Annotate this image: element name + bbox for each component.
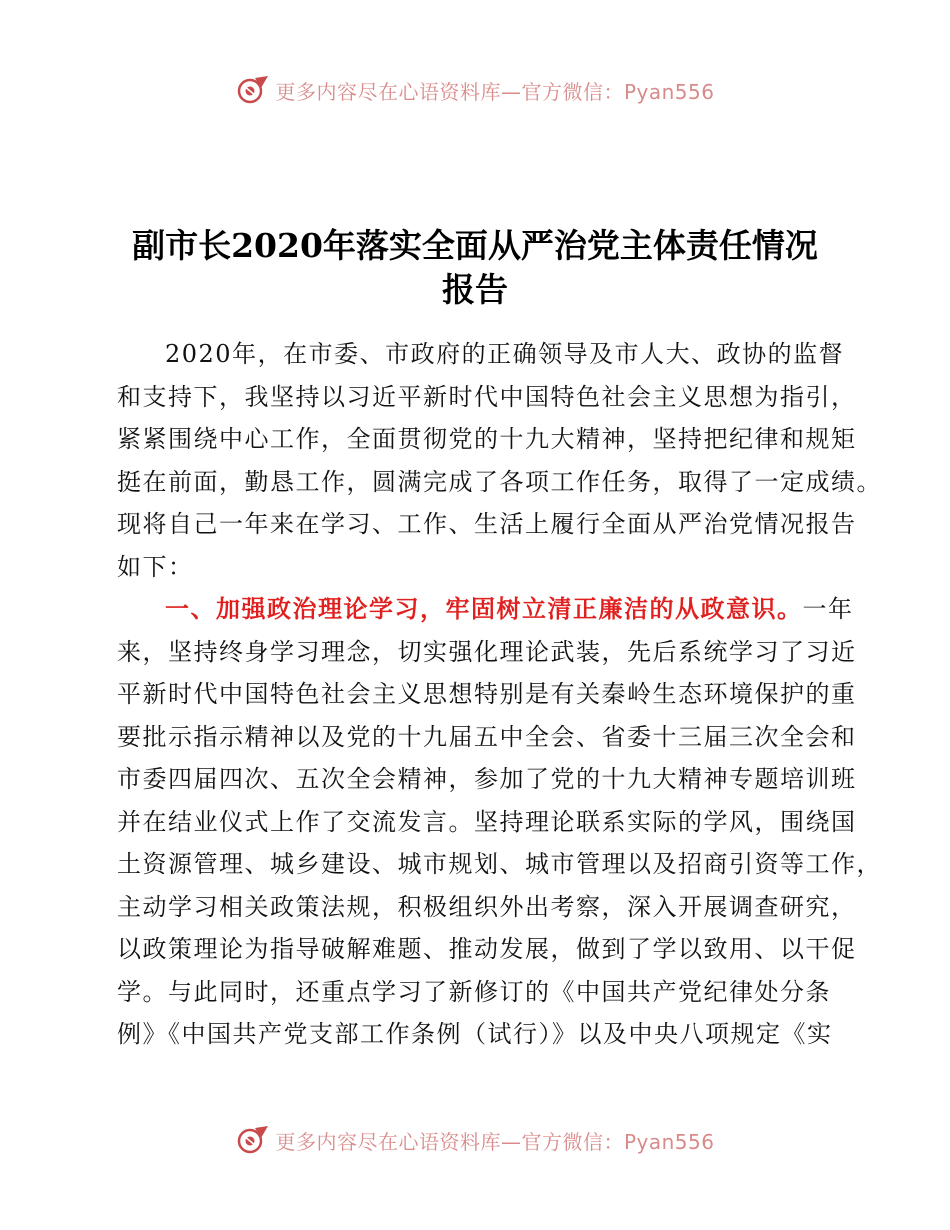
paragraph-line: 和支持下，我坚持以习近平新时代中国特色社会主义思想为指引， [117, 382, 857, 411]
paragraph-line: 平新时代中国特色社会主义思想特别是有关秦岭生态环境保护的重 [117, 680, 857, 708]
watermark-text: 更多内容尽在心语资料库—官方微信：Pyan556 [275, 1129, 715, 1154]
paragraph-line: 土资源管理、城乡建设、城市规划、城市管理以及招商引资等工作， [117, 850, 882, 878]
paragraph-line: 市委四届四次、五次全会精神，参加了党的十九大精神专题培训班 [117, 765, 857, 793]
paragraph-line: 2020年，在市委、市政府的正确领导及市人大、政协的监督 [165, 340, 845, 368]
paragraph-line: 要批示指示精神以及党的十九届五中全会、省委十三届三次全会和 [117, 722, 857, 751]
paragraph-line: 并在结业仪式上作了交流发言。坚持理论联系实际的学风，围绕国 [117, 807, 857, 836]
paragraph-line: 例》《中国共产党支部工作条例（试行）》以及中央八项规定《实 [117, 1020, 833, 1048]
watermark-header [0, 70, 950, 110]
section-heading-line [117, 588, 854, 631]
paragraph-line: 现将自己一年来在学习、工作、生活上履行全面从严治党情况报告 [117, 510, 857, 538]
document-body [117, 333, 882, 1056]
watermark-text: 更多内容尽在心语资料库—官方微信：Pyan556 [275, 79, 715, 104]
paragraph-line: 主动学习相关政策法规，积极组织外出考察，深入开展调查研究， [117, 892, 857, 921]
document-title-continued: 报告 [442, 270, 508, 309]
paragraph-line: 以政策理论为指导破解难题、推动发展，做到了学以致用、以干促 [117, 935, 857, 963]
paragraph-line: 学。与此同时，还重点学习了新修订的《中国共产党纪律处分条 [117, 977, 831, 1006]
section-heading: 一、加强政治理论学习，牢固树立清正廉洁的从政意识。 [165, 595, 803, 623]
watermark-footer [0, 1120, 950, 1160]
paragraph-line: 如下： [117, 552, 194, 581]
paragraph-line: 挺在前面，勤恳工作，圆满完成了各项工作任务，取得了一定成绩。 [117, 467, 882, 496]
section-heading-tail: 一年 [802, 595, 854, 623]
document-title: 副市长2020年落实全面从严治党主体责任情况 [132, 226, 818, 265]
paragraph-line: 紧紧围绕中心工作，全面贯彻党的十九大精神，坚持把纪律和规矩 [117, 425, 857, 453]
pen-nib-logo-icon [235, 1124, 271, 1156]
paragraph-line: 来，坚持终身学习理念，切实强化理论武装，先后系统学习了习近 [117, 637, 857, 666]
pen-nib-logo-icon [235, 74, 271, 106]
